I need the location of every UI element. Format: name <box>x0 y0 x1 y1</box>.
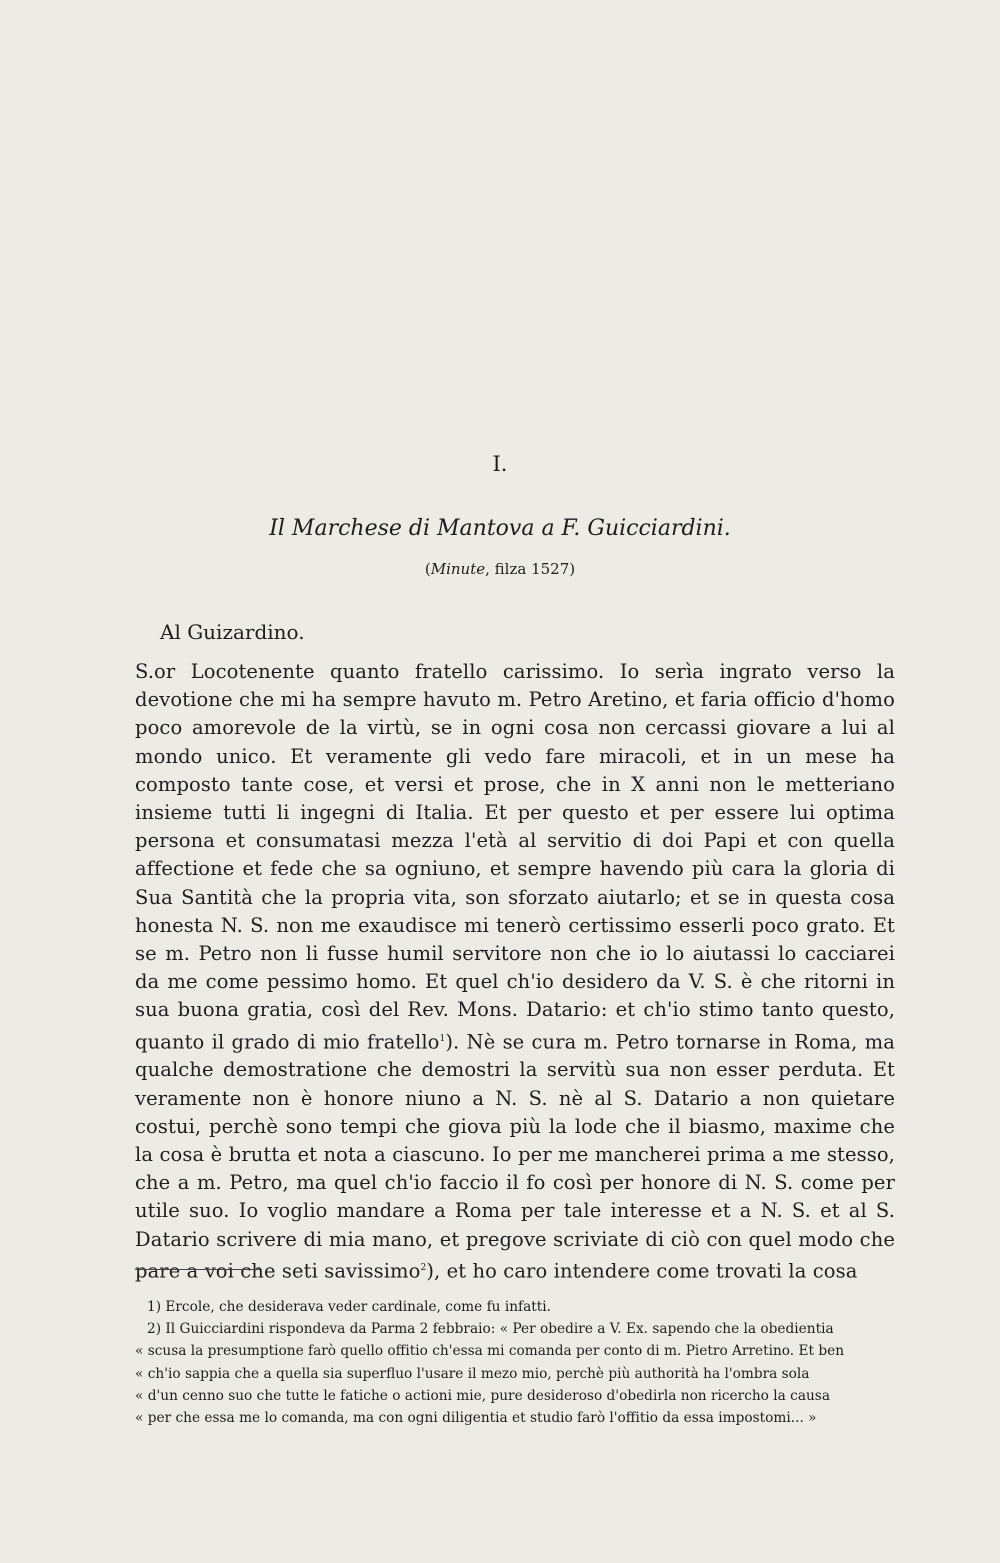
document-source <box>0 560 1000 578</box>
footnote-1: 1) Ercole, che desiderava veder cardinale, come fu infatti. <box>147 1299 551 1315</box>
footnote-2: 2) Il Guicciardini rispondeva da Parma 2 febbraio: « Per obedire a V. Ex. sapendo che la obedientia <box>147 1321 834 1338</box>
footnote-divider <box>135 1269 260 1270</box>
footnote-2-continued: « per che essa me lo comanda, ma con ogni diligentia et studio farò l'offitio da essa impostomi... » <box>135 1410 817 1427</box>
salutation: Al Guizardino. <box>160 620 305 644</box>
letter-body-part-2: ). Nè se cura m. Petro tornarse in Roma, ma qualche demostratione che demostri la servitù sua non esser perduta. Et veramente non è honore niuno a N. S. nè al S. Datario a non quietare costui, perchè sono tempi che giova più la lode che il biasmo, maxime che la cosa è brutta et nota a ciascuno. Io per me mancherei prima a me stesso, che a m. Petro, ma quel ch'io faccio il fo così per honore di N. S. come per utile suo. Io voglio mandare a Roma per tale interesse et a N. S. et al S. Datario scrivere di mia mano, et pregove scriviate di ciò con quel modo che pare a voi che seti savissimo <box>135 1030 895 1283</box>
document-number: I. <box>492 452 508 476</box>
footnote-2-continued: « scusa la presumptione farò quello offitio ch'essa mi comanda per conto di m. Pietro Arretino. Et ben <box>135 1343 845 1360</box>
document-title: Il Marchese di Mantova a F. Guicciardini. <box>269 516 731 541</box>
source-detail: , filza 1527) <box>485 560 576 578</box>
footnote-ref-2: 2 <box>420 1262 427 1273</box>
footnote-2-continued: « d'un cenno suo che tutte le fatiche o actioni mie, pure desideroso d'obedirla non ricercho la causa <box>135 1387 830 1404</box>
source-label: Minute <box>430 560 486 578</box>
letter-body-part-1: S.or Locotenente quanto fratello carissimo. Io serìa ingrato verso la devotione che mi ha sempre havuto m. Petro Aretino, et faria officio d'homo poco amorevole de la virtù, se in ogni cosa non cercassi giovare a lui al mondo unico. Et veramente gli vedo fare miracoli, et in un mese ha composto tante cose, et versi et prose, che in X anni non le metteriano insieme tutti li ingegni di Italia. Et per questo et per essere lui optima persona et consumatasi mezza l'età al servitio di doi Papi et con quella affectione et fede che sa ogniuno, et sempre havendo più cara la gloria di Sua Santità che la propria vita, son sforzato aiutarlo; et se in questa cosa honesta N. S. non me exaudisce mi tenerò certissimo esserli poco grato. Et se m. Petro non li fusse humil servitore non che io lo aiutassi lo cacciarei da me come pessimo homo. Et quel ch'io desidero da V. S. è che ritorni in sua buona gratia, così del Rev. Mons. Datario: et ch'io stimo tanto questo, quanto il grado di mio fratello <box>135 660 895 1054</box>
letter-body-part-3: ), et ho caro intendere come trovati la cosa <box>426 1259 858 1283</box>
footnotes <box>135 1296 905 1429</box>
bleed-through-text <box>150 108 890 133</box>
letter-body <box>135 658 895 1285</box>
footnote-ref-1: 1 <box>439 1033 446 1044</box>
footnote-2-continued: « ch'io sappia che a quella sia superfluo l'usare il mezo mio, perchè più authorità ha l'ombra sola <box>135 1365 810 1382</box>
source-open: ( <box>424 560 431 578</box>
